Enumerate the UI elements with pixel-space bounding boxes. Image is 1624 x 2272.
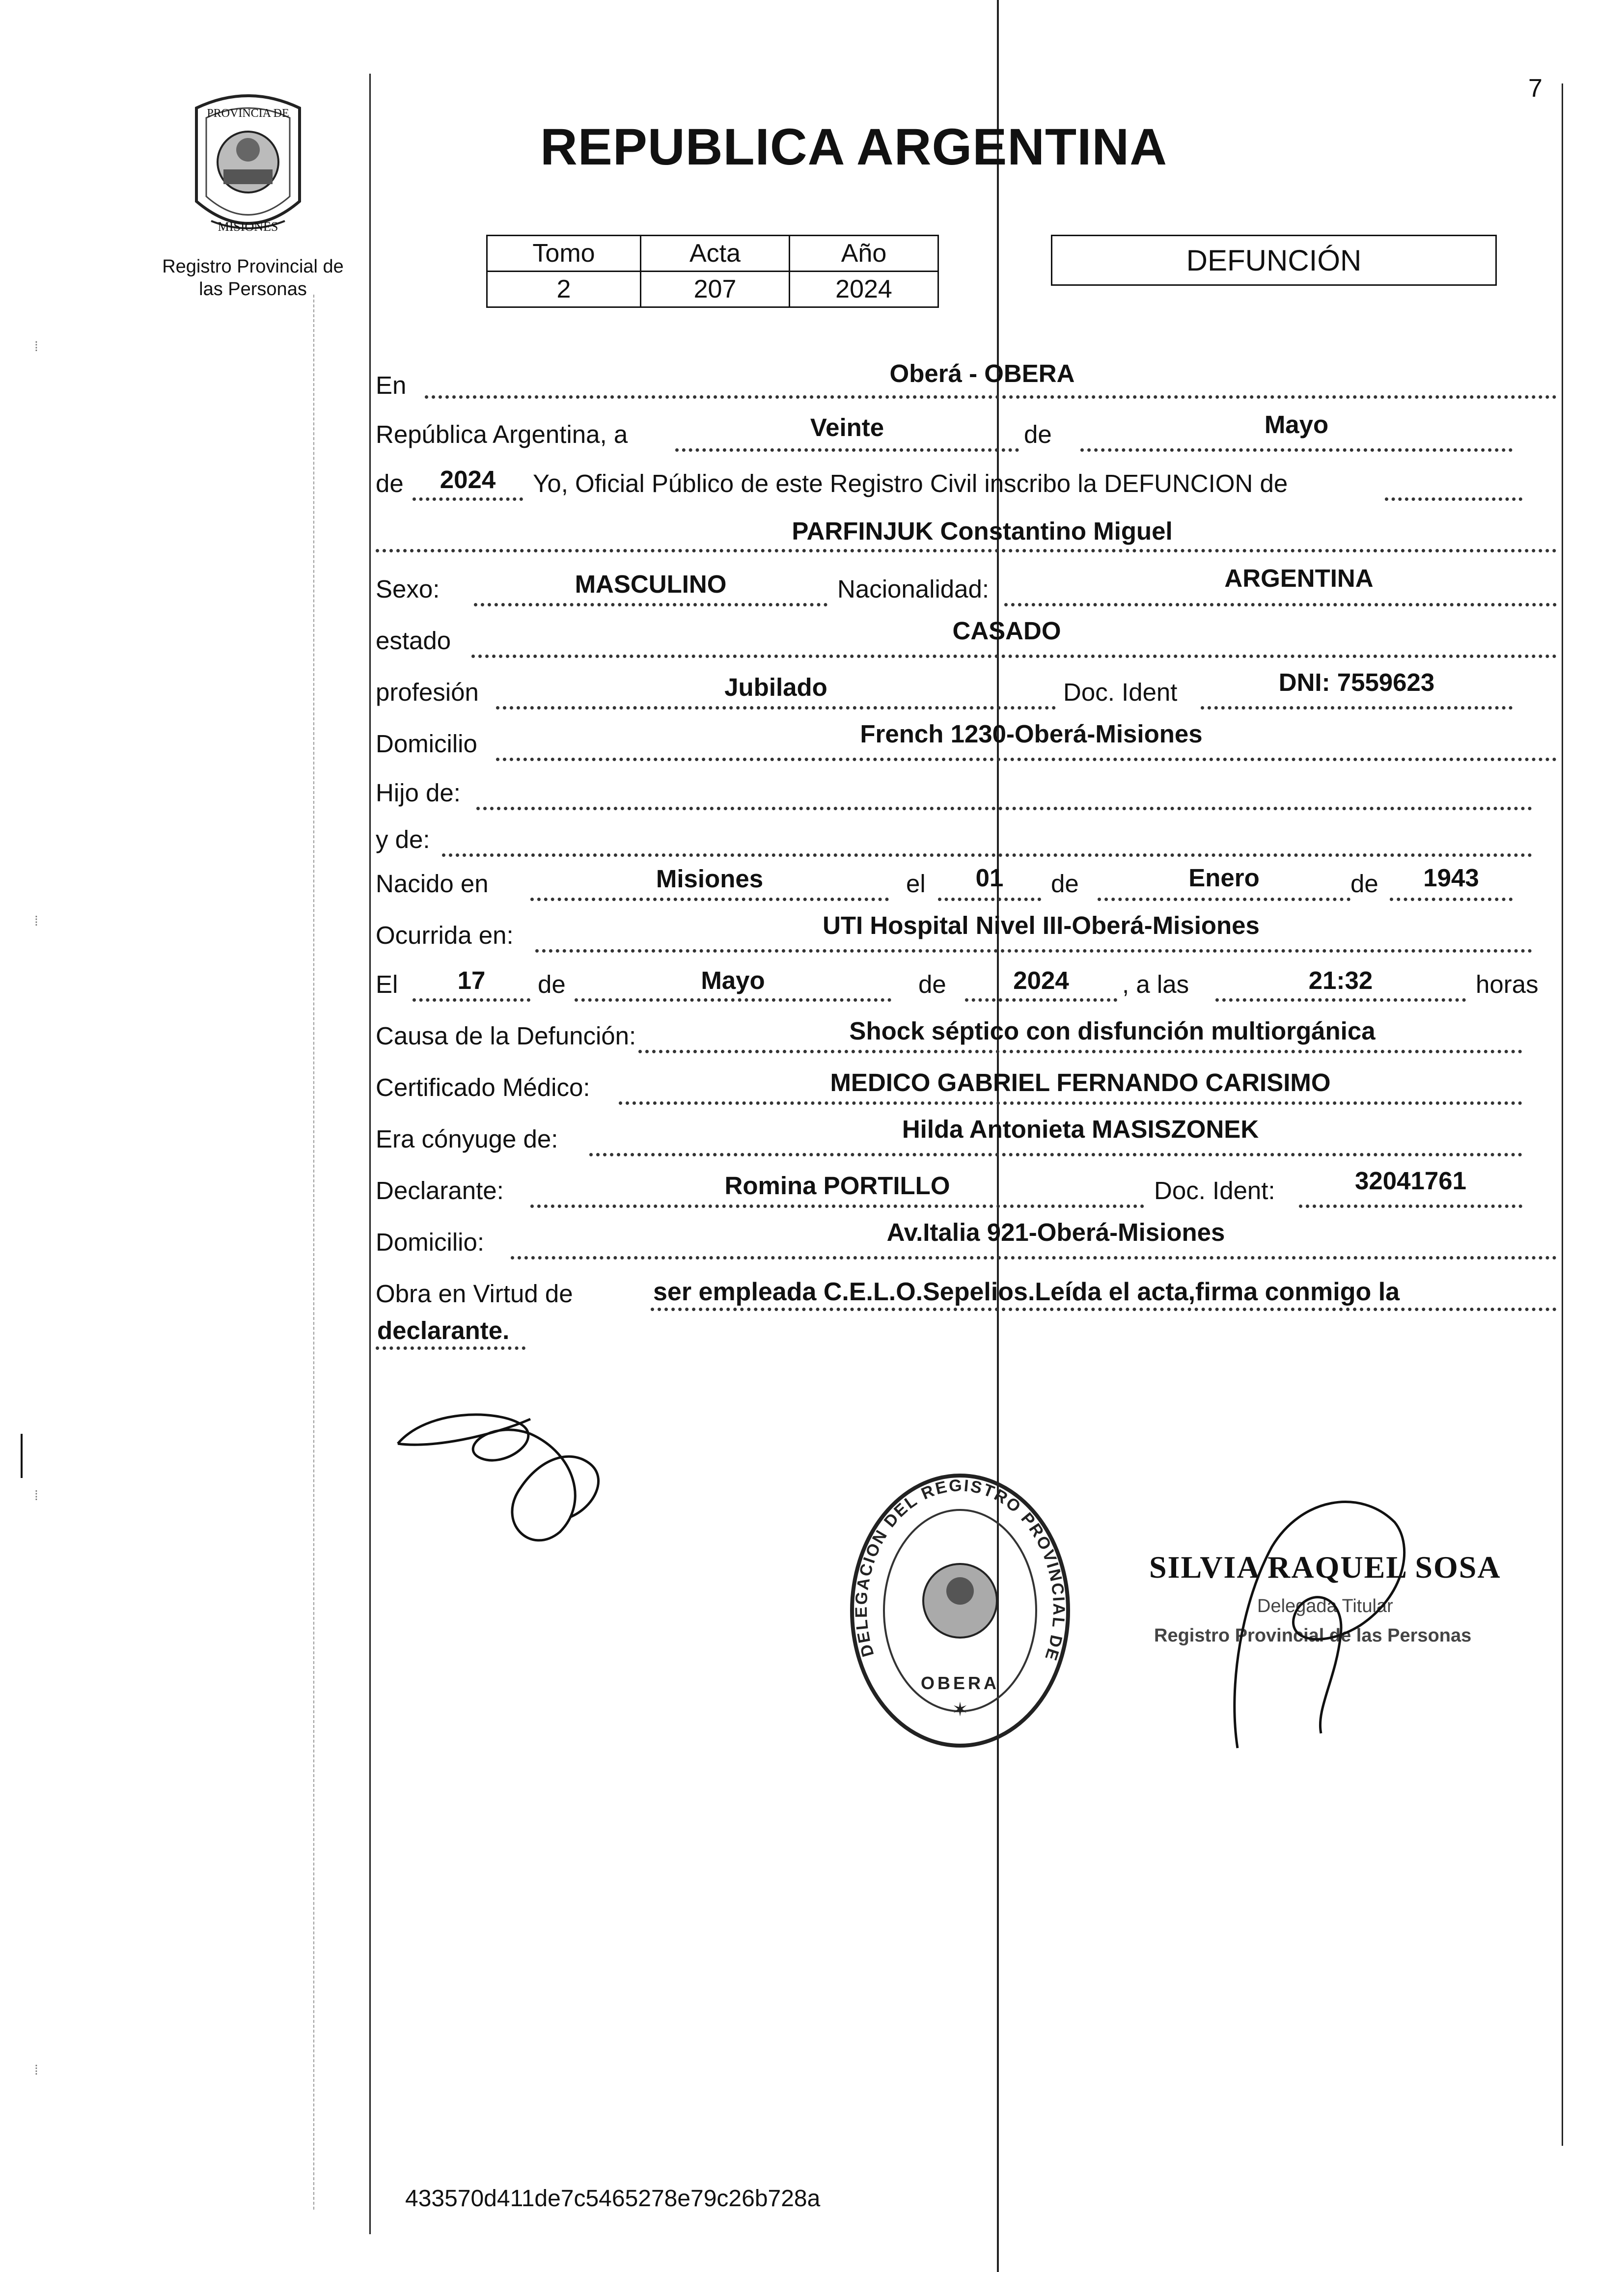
value-mes: Mayo (1264, 411, 1329, 438)
register-header-anio: Año (790, 236, 938, 272)
value-certificado: MEDICO GABRIEL FERNANDO CARISIMO (830, 1068, 1331, 1096)
value-domicilio: French 1230-Oberá-Misiones (860, 720, 1203, 748)
label-doc-ident2: Doc. Ident: (1154, 1177, 1275, 1204)
label-en: En (376, 371, 407, 399)
register-header-acta: Acta (641, 236, 790, 272)
value-nacido-anio: 1943 (1423, 864, 1479, 892)
fill-line (413, 497, 523, 501)
record-type-box: DEFUNCIÓN (1051, 235, 1497, 286)
register-table (486, 235, 939, 308)
value-hora: 21:32 (1308, 966, 1373, 994)
label-republica: República Argentina, a (376, 420, 628, 448)
value-nombre: PARFINJUK Constantino Miguel (792, 517, 1173, 545)
registry-label (152, 255, 354, 301)
value-declarante-doc: 32041761 (1355, 1167, 1466, 1195)
value-fall-anio: 2024 (1013, 966, 1069, 994)
fill-line (1299, 1204, 1522, 1208)
value-lugar: Oberá - OBERA (889, 359, 1075, 387)
label-nacionalidad: Nacionalidad: (837, 575, 990, 603)
label-el-cap: El (376, 970, 398, 998)
document-hash: 433570d411de7c5465278e79c26b728a (405, 2186, 821, 2212)
left-margin-line (369, 74, 371, 2234)
fill-line (1215, 998, 1466, 1002)
fill-line (496, 706, 1056, 710)
fill-line (376, 549, 1557, 552)
label-conyuge: Era cónyuge de: (376, 1125, 558, 1153)
svg-text:PROVINCIA DE: PROVINCIA DE (207, 107, 289, 120)
fill-line (1385, 497, 1522, 501)
register-value-acta: 207 (641, 272, 790, 307)
value-dni: DNI: 7559623 (1278, 668, 1435, 696)
value-nacido-dia: 01 (975, 864, 1004, 892)
label-domicilio: Domicilio (376, 730, 477, 758)
label-yo: Yo, Oficial Público de este Registro Civil inscribo la DEFUNCION de (533, 469, 1288, 497)
label-causa: Causa de la Defunción: (376, 1022, 636, 1050)
fill-line (511, 1256, 1557, 1259)
label-a-las: , a las (1122, 970, 1189, 998)
binding-mark-icon: ⁞ (34, 339, 38, 354)
fill-line (496, 758, 1557, 761)
stamp-ring-text: DELEGACION DEL REGISTRO PROVINCIAL DE (852, 1476, 1069, 1664)
value-nacido-lugar: Misiones (656, 865, 764, 893)
fill-line (1098, 898, 1350, 901)
fill-line (425, 395, 1557, 399)
fill-line (376, 1346, 525, 1350)
signatory-name: SILVIA RAQUEL SOSA (1149, 1550, 1501, 1585)
fill-line (535, 949, 1532, 953)
fill-line (938, 898, 1041, 901)
value-obra-1: ser empleada C.E.L.O.Sepelios.Leída el acta,firma conmigo la (653, 1278, 1400, 1306)
binding-mark-icon: ⁞ (34, 913, 38, 929)
fill-line (442, 853, 1532, 857)
fill-line (675, 448, 1019, 452)
declarant-signature (383, 1390, 638, 1552)
svg-text:MISIONES: MISIONES (218, 219, 278, 234)
signatory-title: Delegada Titular (1257, 1596, 1393, 1616)
fill-line (575, 998, 891, 1002)
fill-line (619, 1101, 1522, 1105)
register-value-tomo: 2 (487, 272, 641, 307)
fill-line (965, 998, 1117, 1002)
page-title: REPUBLICA ARGENTINA (540, 118, 1168, 176)
label-de-fall-anio: de (918, 970, 946, 998)
fill-line (1390, 898, 1513, 901)
value-sexo: MASCULINO (575, 570, 727, 598)
register-header-tomo: Tomo (487, 236, 641, 272)
label-el: el (906, 870, 926, 898)
label-estado: estado (376, 627, 451, 655)
value-profesion: Jubilado (724, 673, 827, 701)
label-hijo-de: Hijo de: (376, 779, 461, 807)
label-obra: Obra en Virtud de (376, 1280, 573, 1308)
signatory-office: Registro Provincial de las Personas (1154, 1625, 1472, 1646)
label-domicilio2: Domicilio: (376, 1228, 485, 1256)
label-doc-ident: Doc. Ident (1063, 678, 1178, 706)
value-obra-2: declarante. (377, 1316, 510, 1344)
label-de-mes: de (1051, 870, 1079, 898)
fill-line (530, 1204, 1144, 1208)
label-de: de (1024, 420, 1052, 448)
value-anio: 2024 (440, 465, 496, 493)
label-y-de: y de: (376, 825, 430, 853)
fill-line (651, 1308, 1557, 1311)
fill-line (1080, 448, 1513, 452)
label-de-anio: de (376, 469, 404, 497)
binding-mark-icon: ⁞ (34, 2062, 38, 2078)
label-nacido-en: Nacido en (376, 870, 489, 898)
label-declarante: Declarante: (376, 1177, 504, 1204)
label-certificado: Certificado Médico: (376, 1073, 590, 1101)
fill-line (1201, 706, 1513, 710)
value-nacido-mes: Enero (1188, 864, 1260, 892)
fill-line (474, 603, 827, 606)
value-declarante-domicilio: Av.Italia 921-Oberá-Misiones (886, 1218, 1225, 1246)
value-nacionalidad: ARGENTINA (1224, 564, 1374, 592)
binding-line (313, 295, 314, 2210)
signatory-signature (1198, 1478, 1444, 1753)
page-number: 7 (1528, 74, 1542, 103)
label-de-anio2: de (1350, 870, 1378, 898)
value-fall-dia: 17 (457, 966, 486, 994)
register-value-anio: 2024 (790, 272, 938, 307)
label-de-fall-mes: de (538, 970, 566, 998)
label-profesion: profesión (376, 678, 479, 706)
fill-line (530, 898, 889, 901)
fill-line (589, 1153, 1522, 1156)
value-declarante: Romina PORTILLO (724, 1172, 950, 1200)
fill-line (476, 807, 1532, 810)
official-stamp (845, 1468, 1075, 1753)
registry-label-line2: las Personas (199, 279, 307, 300)
fill-line (1004, 603, 1557, 606)
value-estado: CASADO (952, 617, 1061, 645)
registry-label-line1: Registro Provincial de (162, 256, 344, 277)
stamp-city: OBERA (920, 1673, 1000, 1693)
fill-line (413, 998, 530, 1002)
fill-line (638, 1050, 1522, 1053)
margin-bar (21, 1434, 23, 1478)
label-sexo: Sexo: (376, 575, 440, 603)
value-conyuge: Hilda Antonieta MASISZONEK (902, 1115, 1259, 1143)
star-icon: ✶ (952, 1699, 968, 1721)
value-fall-mes: Mayo (701, 966, 765, 994)
right-margin-line (1562, 83, 1563, 2146)
value-causa: Shock séptico con disfunción multiorgánica (849, 1017, 1376, 1045)
value-dia-letras: Veinte (810, 413, 884, 441)
fill-line (471, 655, 1557, 658)
binding-mark-icon: ⁞ (34, 1488, 38, 1503)
value-ocurrida: UTI Hospital Nivel III-Oberá-Misiones (823, 911, 1260, 939)
label-horas: horas (1476, 970, 1539, 998)
label-ocurrida-en: Ocurrida en: (376, 921, 514, 949)
